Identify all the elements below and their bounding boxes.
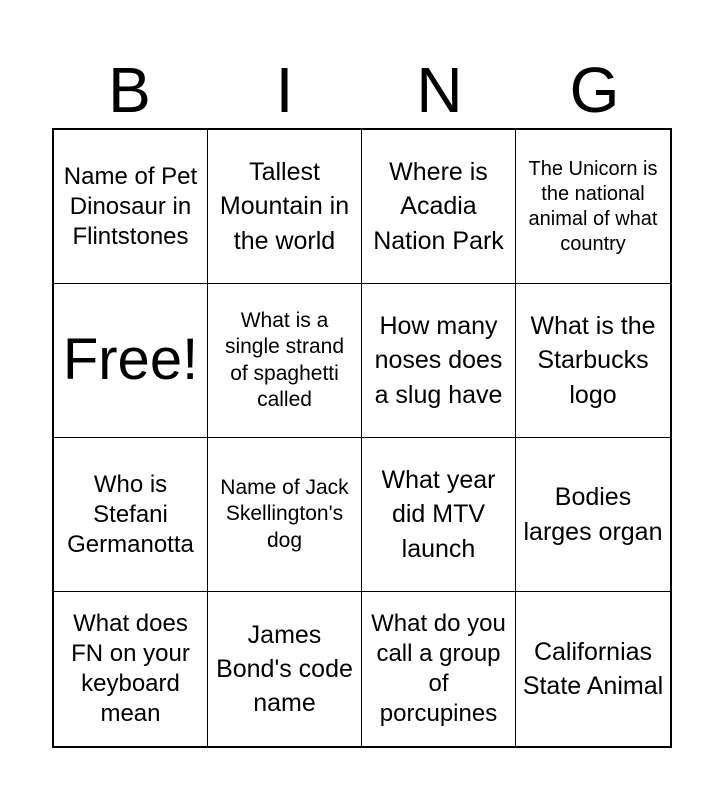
header-letter-b: B	[108, 54, 151, 126]
bingo-cell[interactable]	[516, 438, 670, 592]
bingo-cell[interactable]	[54, 130, 208, 284]
header-letter-n: N	[416, 54, 463, 126]
bingo-cell[interactable]	[208, 438, 362, 592]
cell-text: Name of Jack Skellington's dog	[220, 476, 349, 552]
bingo-header	[52, 52, 672, 128]
cell-text: What is a single strand of spaghetti called	[224, 309, 345, 411]
header-letter-g: G	[569, 54, 620, 126]
cell-text: Where is Acadia Nation Park	[373, 158, 504, 255]
cell-text: What do you call a group of porcupines	[371, 610, 506, 727]
bingo-cell[interactable]	[362, 438, 516, 592]
bingo-cell[interactable]	[516, 130, 670, 284]
cell-text: Name of Pet Dinosaur in Flintstones	[63, 162, 198, 250]
bingo-grid	[52, 128, 672, 748]
cell-text: Bodies larges organ	[523, 483, 663, 546]
cell-text: James Bond's code name	[216, 620, 353, 718]
cell-text: What year did MTV launch	[381, 466, 496, 563]
cell-text: Californias State Animal	[522, 637, 664, 700]
bingo-cell[interactable]	[516, 284, 670, 438]
bingo-cell[interactable]	[208, 284, 362, 438]
header-letter-i: I	[275, 54, 294, 126]
cell-text: What does FN on your keyboard mean	[71, 610, 190, 727]
bingo-cell[interactable]	[54, 592, 208, 746]
cell-text: What is the Starbucks logo	[530, 312, 656, 409]
cell-text: The Unicorn is the national animal of what country	[528, 157, 658, 255]
bingo-cell[interactable]	[208, 130, 362, 284]
bingo-cell[interactable]	[54, 438, 208, 592]
bingo-cell[interactable]	[362, 130, 516, 284]
bingo-cell[interactable]	[362, 592, 516, 746]
cell-text: How many noses does a slug have	[374, 312, 503, 409]
cell-text: Free!	[62, 327, 199, 393]
bingo-cell-free[interactable]	[54, 284, 208, 438]
bingo-cell[interactable]	[208, 592, 362, 746]
cell-text: Who is Stefani Germanotta	[67, 470, 194, 558]
bingo-cell[interactable]	[516, 592, 670, 746]
bingo-cell[interactable]	[362, 284, 516, 438]
cell-text: Tallest Mountain in the world	[219, 158, 350, 255]
